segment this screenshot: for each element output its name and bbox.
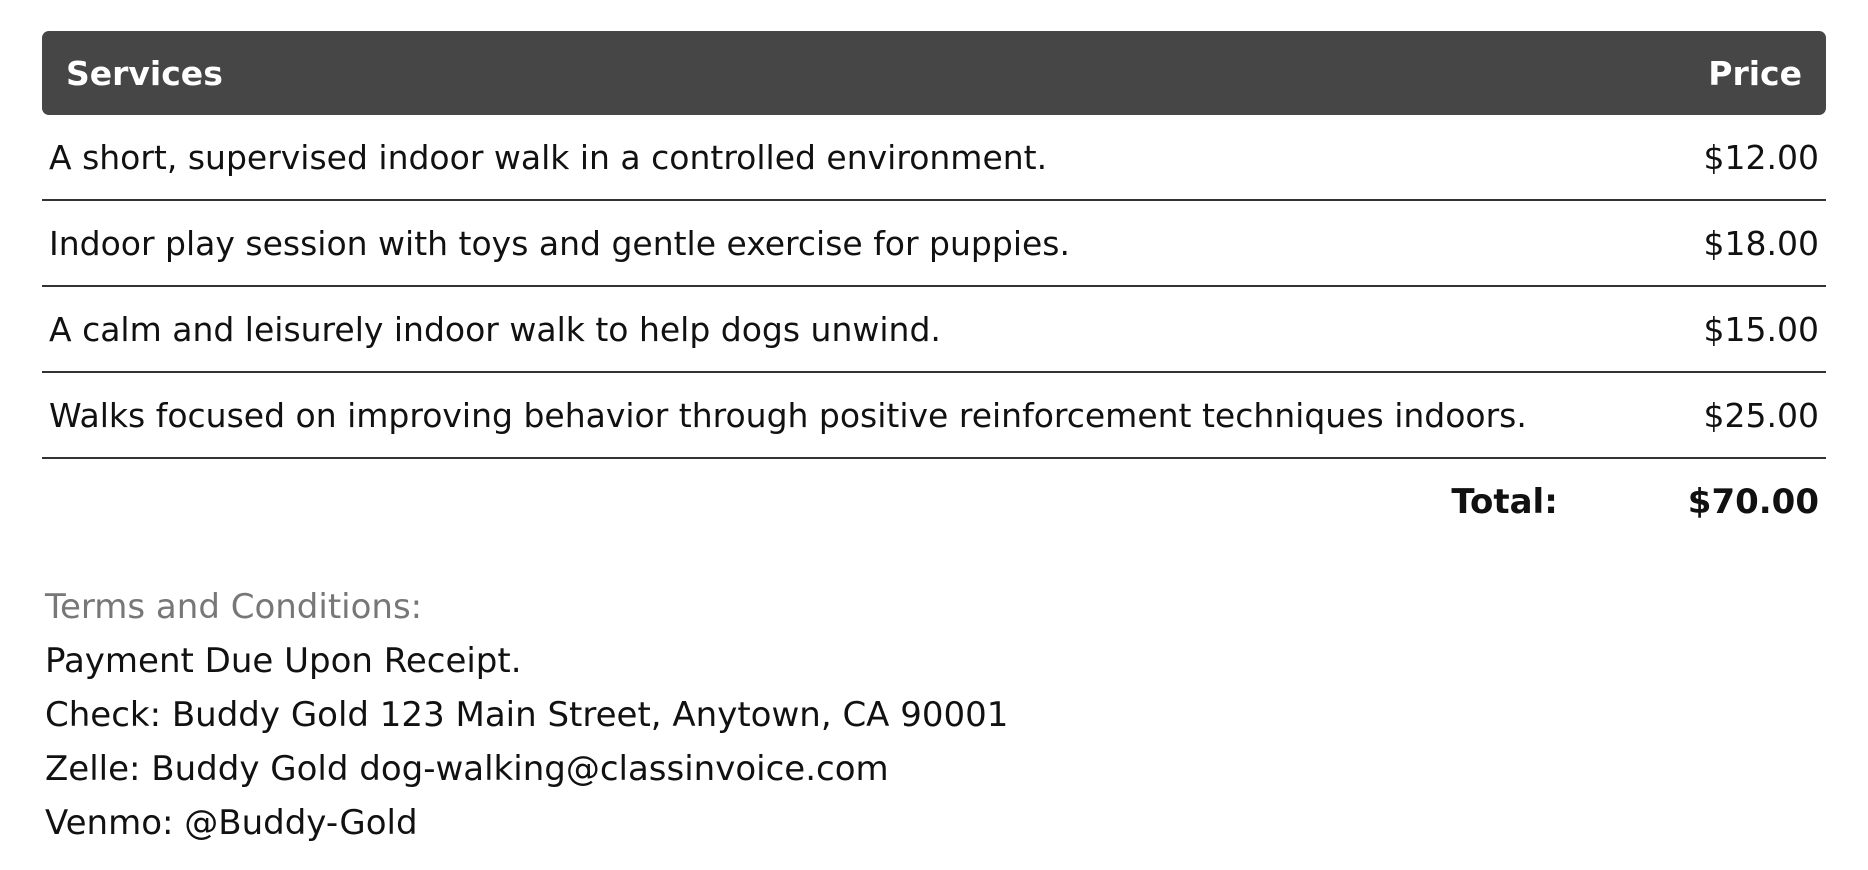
total-label: Total: [1451,482,1558,522]
terms-and-conditions [45,580,1008,850]
service-price: $12.00 [1703,137,1819,177]
payment-due-text: Payment Due Upon Receipt. [45,641,522,681]
table-row [42,373,1826,459]
venmo-payment-text: Venmo: @Buddy-Gold [45,803,418,843]
table-header [42,31,1826,115]
price-column-header: Price [1708,53,1802,93]
service-price: $25.00 [1703,395,1819,435]
table-row [42,115,1826,201]
zelle-payment-text: Zelle: Buddy Gold dog-walking@classinvoice.com [45,749,889,789]
service-description: Indoor play session with toys and gentle exercise for puppies. [49,223,1070,263]
service-price: $18.00 [1703,223,1819,263]
check-payment-text: Check: Buddy Gold 123 Main Street, Anytown, CA 90001 [45,695,1009,735]
table-row [42,201,1826,287]
total-row [42,459,1826,545]
invoice-services-table [42,31,1826,545]
service-rows [42,115,1826,459]
total-value: $70.00 [1687,482,1819,522]
terms-title: Terms and Conditions: [45,587,423,627]
service-price: $15.00 [1703,309,1819,349]
service-description: A short, supervised indoor walk in a controlled environment. [49,137,1048,177]
service-description: A calm and leisurely indoor walk to help dogs unwind. [49,309,941,349]
table-row [42,287,1826,373]
service-description: Walks focused on improving behavior through positive reinforcement techniques indoors. [49,395,1527,435]
services-column-header: Services [66,53,223,93]
